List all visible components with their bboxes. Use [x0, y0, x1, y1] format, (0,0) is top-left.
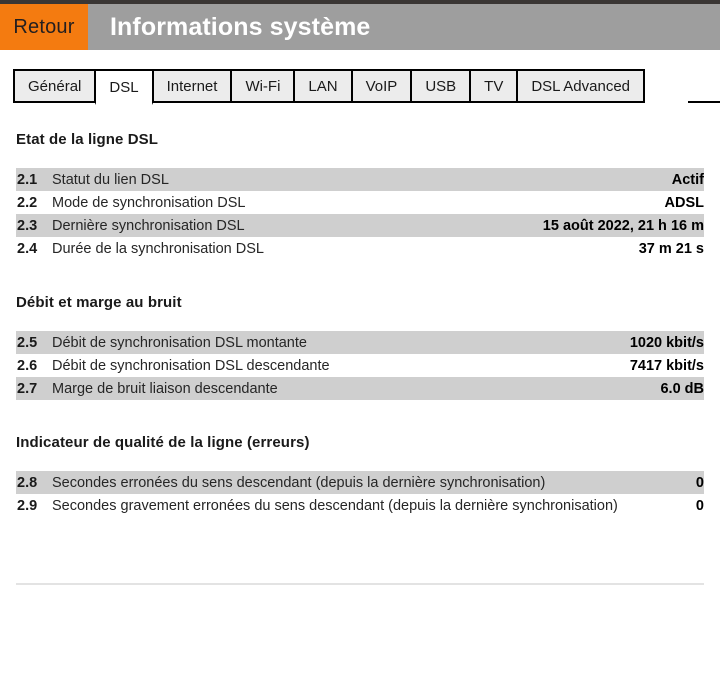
row-id: 2.7 [17, 380, 38, 397]
tab-g-n-ral[interactable] [13, 69, 95, 103]
tab-dsl-advanced[interactable] [517, 69, 645, 103]
tab-usb[interactable] [411, 69, 470, 103]
row-value: 1020 kbit/s [629, 334, 704, 351]
tab-bar [0, 50, 720, 103]
table-row [16, 331, 704, 354]
info-table [16, 168, 704, 260]
row-label: Débit de synchronisation DSL descendante [52, 357, 330, 374]
row-label: Débit de synchronisation DSL montante [52, 334, 307, 351]
section [16, 103, 704, 260]
tab-label: Internet [166, 77, 218, 95]
row-id: 2.1 [17, 171, 38, 188]
row-value: 0 [695, 474, 704, 491]
row-label: Statut du lien DSL [52, 171, 169, 188]
row-label: Dernière synchronisation DSL [52, 217, 245, 234]
back-button[interactable]: Retour [0, 4, 88, 50]
row-value: 37 m 21 s [638, 240, 704, 257]
tab-label: VoIP [365, 77, 398, 95]
tab-label: LAN [308, 77, 338, 95]
row-label: Mode de synchronisation DSL [52, 194, 246, 211]
table-row [16, 494, 704, 517]
table-row [16, 471, 704, 494]
table-row [16, 377, 704, 400]
row-id: 2.8 [17, 474, 38, 491]
row-value: 0 [695, 497, 704, 514]
row-id: 2.5 [17, 334, 38, 351]
row-id: 2.4 [17, 240, 38, 257]
row-label: Secondes gravement erronées du sens descendant (depuis la dernière synchronisation) [52, 497, 618, 514]
table-row [16, 354, 704, 377]
section-title: Débit et marge au bruit [16, 294, 182, 311]
row-id: 2.9 [17, 497, 38, 514]
row-value: ADSL [664, 194, 704, 211]
row-value: 6.0 dB [660, 380, 704, 397]
tab-tv[interactable] [470, 69, 517, 103]
bottom-divider [16, 583, 704, 585]
tab-label: Général [28, 77, 82, 95]
table-row [16, 214, 704, 237]
row-label: Marge de bruit liaison descendante [52, 380, 278, 397]
table-row [16, 191, 704, 214]
table-row [16, 168, 704, 191]
tab-label: Wi-Fi [245, 77, 281, 95]
info-table [16, 471, 704, 517]
tab-voip[interactable] [352, 69, 412, 103]
tab-label: TV [484, 77, 504, 95]
row-id: 2.2 [17, 194, 38, 211]
info-table [16, 331, 704, 400]
row-value: 7417 kbit/s [629, 357, 704, 374]
page-title: Informations système [110, 12, 371, 41]
bottom-spacer [0, 517, 720, 583]
main-content [0, 103, 720, 517]
app-header [0, 4, 720, 50]
tab-label: DSL Advanced [531, 77, 631, 95]
section-title: Indicateur de qualité de la ligne (erreurs) [16, 434, 310, 451]
tab-label: DSL [109, 78, 139, 96]
section-title: Etat de la ligne DSL [16, 131, 159, 148]
section [16, 260, 704, 400]
row-label: Secondes erronées du sens descendant (depuis la dernière synchronisation) [52, 474, 546, 491]
section [16, 400, 704, 517]
tab-list [0, 69, 720, 103]
row-value: 15 août 2022, 21 h 16 m [542, 217, 704, 234]
tab-internet[interactable] [153, 69, 232, 103]
row-id: 2.6 [17, 357, 38, 374]
tab-lan[interactable] [294, 69, 351, 103]
table-row [16, 237, 704, 260]
row-id: 2.3 [17, 217, 38, 234]
row-value: Actif [671, 171, 704, 188]
row-label: Durée de la synchronisation DSL [52, 240, 264, 257]
tab-wi-fi[interactable] [231, 69, 294, 103]
tab-label: USB [425, 77, 457, 95]
tab-dsl[interactable] [95, 69, 152, 105]
